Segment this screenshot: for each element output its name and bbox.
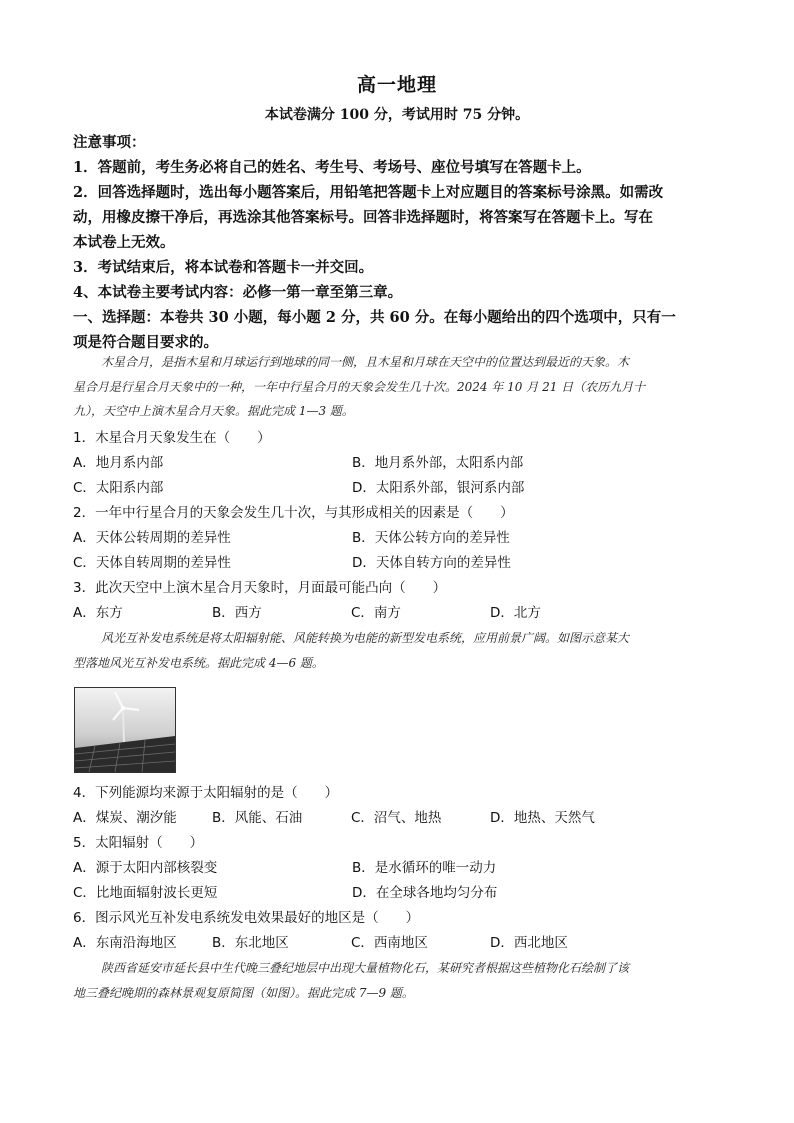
option: A．天体公转周期的差异性 — [73, 530, 231, 546]
wind-turbine-solar-panel-icon — [75, 688, 175, 772]
question-group-4-6 — [73, 781, 721, 956]
option-row — [73, 881, 721, 906]
question-stem: 2．一年中行星合月的天象会发生几十次，与其形成相关的因素是（ ） — [73, 505, 514, 521]
exam-subtitle: 本试卷满分 100 分，考试用时 75 分钟。 — [264, 107, 530, 123]
notes-item: 动，用橡皮擦干净后，再选涂其他答案标号。回答非选择题时，将答案写在答题卡上。写在 — [73, 209, 653, 226]
notes-item: 1．答题前，考生务必将自己的姓名、考生号、考场号、座位号填写在答题卡上。 — [73, 159, 591, 176]
notes-section — [73, 130, 721, 355]
question-stem: 4．下列能源均来源于太阳辐射的是（ ） — [73, 785, 339, 801]
notes-heading: 注意事项： — [73, 134, 146, 151]
passage-line: 陕西省延安市延长县中生代晚三叠纪地层中出现大量植物化石，某研究者根据这些植物化石绘制了该 — [101, 961, 630, 975]
option-row — [73, 806, 721, 831]
option: C．比地面辐射波长更短 — [73, 885, 218, 901]
option: D．在全球各地均匀分布 — [352, 885, 498, 901]
option-row — [73, 526, 721, 551]
notes-item: 2．回答选择题时，选出每小题答案后，用铅笔把答题卡上对应题目的答案标号涂黑。如需改 — [73, 184, 664, 201]
question-stem: 5．太阳辐射（ ） — [73, 835, 204, 851]
option: B．是水循环的唯一动力 — [352, 860, 497, 876]
section-heading: 项是符合题目要求的。 — [73, 334, 218, 351]
option: C．西南地区 — [351, 935, 428, 951]
option-row — [73, 476, 721, 501]
option: C．沼气、地热 — [351, 810, 442, 826]
question-stem: 1．木星合月天象发生在（ ） — [73, 430, 271, 446]
option-row — [73, 451, 721, 476]
passage-line: 星合月是行星合月天象中的一种，一年中行星合月的天象会发生几十次。2024 年 10 月 21 日（农历九月十 — [73, 379, 646, 394]
passage-fossils — [73, 956, 721, 1005]
option: C．天体自转周期的差异性 — [73, 555, 231, 571]
wind-solar-figure — [74, 687, 176, 773]
option: D．北方 — [490, 605, 541, 621]
question-stem: 6．图示风光互补发电系统发电效果最好的地区是（ ） — [73, 910, 420, 926]
notes-item: 3．考试结束后，将本试卷和答题卡一并交回。 — [73, 259, 374, 276]
option: A．煤炭、潮汐能 — [73, 810, 177, 826]
option: D．地热、天然气 — [490, 810, 595, 826]
option: C．南方 — [351, 605, 401, 621]
notes-item: 4、本试卷主要考试内容：必修一第一章至第三章。 — [73, 284, 403, 301]
passage-line: 九），天空中上演木星合月天象。据此完成 1—3 题。 — [73, 404, 354, 418]
option: B．西方 — [212, 605, 262, 621]
notes-item: 本试卷上无效。 — [73, 234, 175, 251]
passage-line: 木星合月，是指木星和月球运行到地球的同一侧，且木星和月球在天空中的位置达到最近的天象。木 — [101, 355, 630, 369]
option: B．天体公转方向的差异性 — [352, 530, 510, 546]
option: A．地月系内部 — [73, 455, 164, 471]
option: C．太阳系内部 — [73, 480, 164, 496]
passage-jupiter-moon — [73, 350, 721, 424]
option: B．风能、石油 — [212, 810, 303, 826]
passage-wind-solar — [73, 626, 721, 675]
option: A．东方 — [73, 605, 123, 621]
page-title: 高一地理 — [356, 74, 437, 96]
option: D．天体自转方向的差异性 — [352, 555, 511, 571]
section-heading: 一、选择题：本卷共 30 小题，每小题 2 分，共 60 分。在每小题给出的四个选项中，只有一 — [73, 309, 676, 326]
option-row — [73, 856, 721, 881]
option: B．地月系外部，太阳系内部 — [352, 455, 524, 471]
option-row — [73, 931, 721, 956]
option-row — [73, 601, 721, 626]
passage-line: 型落地风光互补发电系统。据此完成 4—6 题。 — [73, 655, 324, 670]
passage-line: 风光互补发电系统是将太阳辐射能、风能转换为电能的新型发电系统，应用前景广阔。如图示意某大 — [101, 631, 630, 645]
question-stem: 3．此次天空中上演木星合月天象时，月面最可能凸向（ ） — [73, 580, 447, 596]
option-row — [73, 551, 721, 576]
question-group-1-3 — [73, 426, 721, 626]
passage-line: 地三叠纪晚期的森林景观复原简图（如图）。据此完成 7—9 题。 — [73, 985, 414, 1000]
option: A．源于太阳内部核裂变 — [73, 860, 218, 876]
option: D．西北地区 — [490, 935, 568, 951]
option: A．东南沿海地区 — [73, 935, 177, 951]
option: B．东北地区 — [212, 935, 289, 951]
option: D．太阳系外部，银河系内部 — [352, 480, 525, 496]
